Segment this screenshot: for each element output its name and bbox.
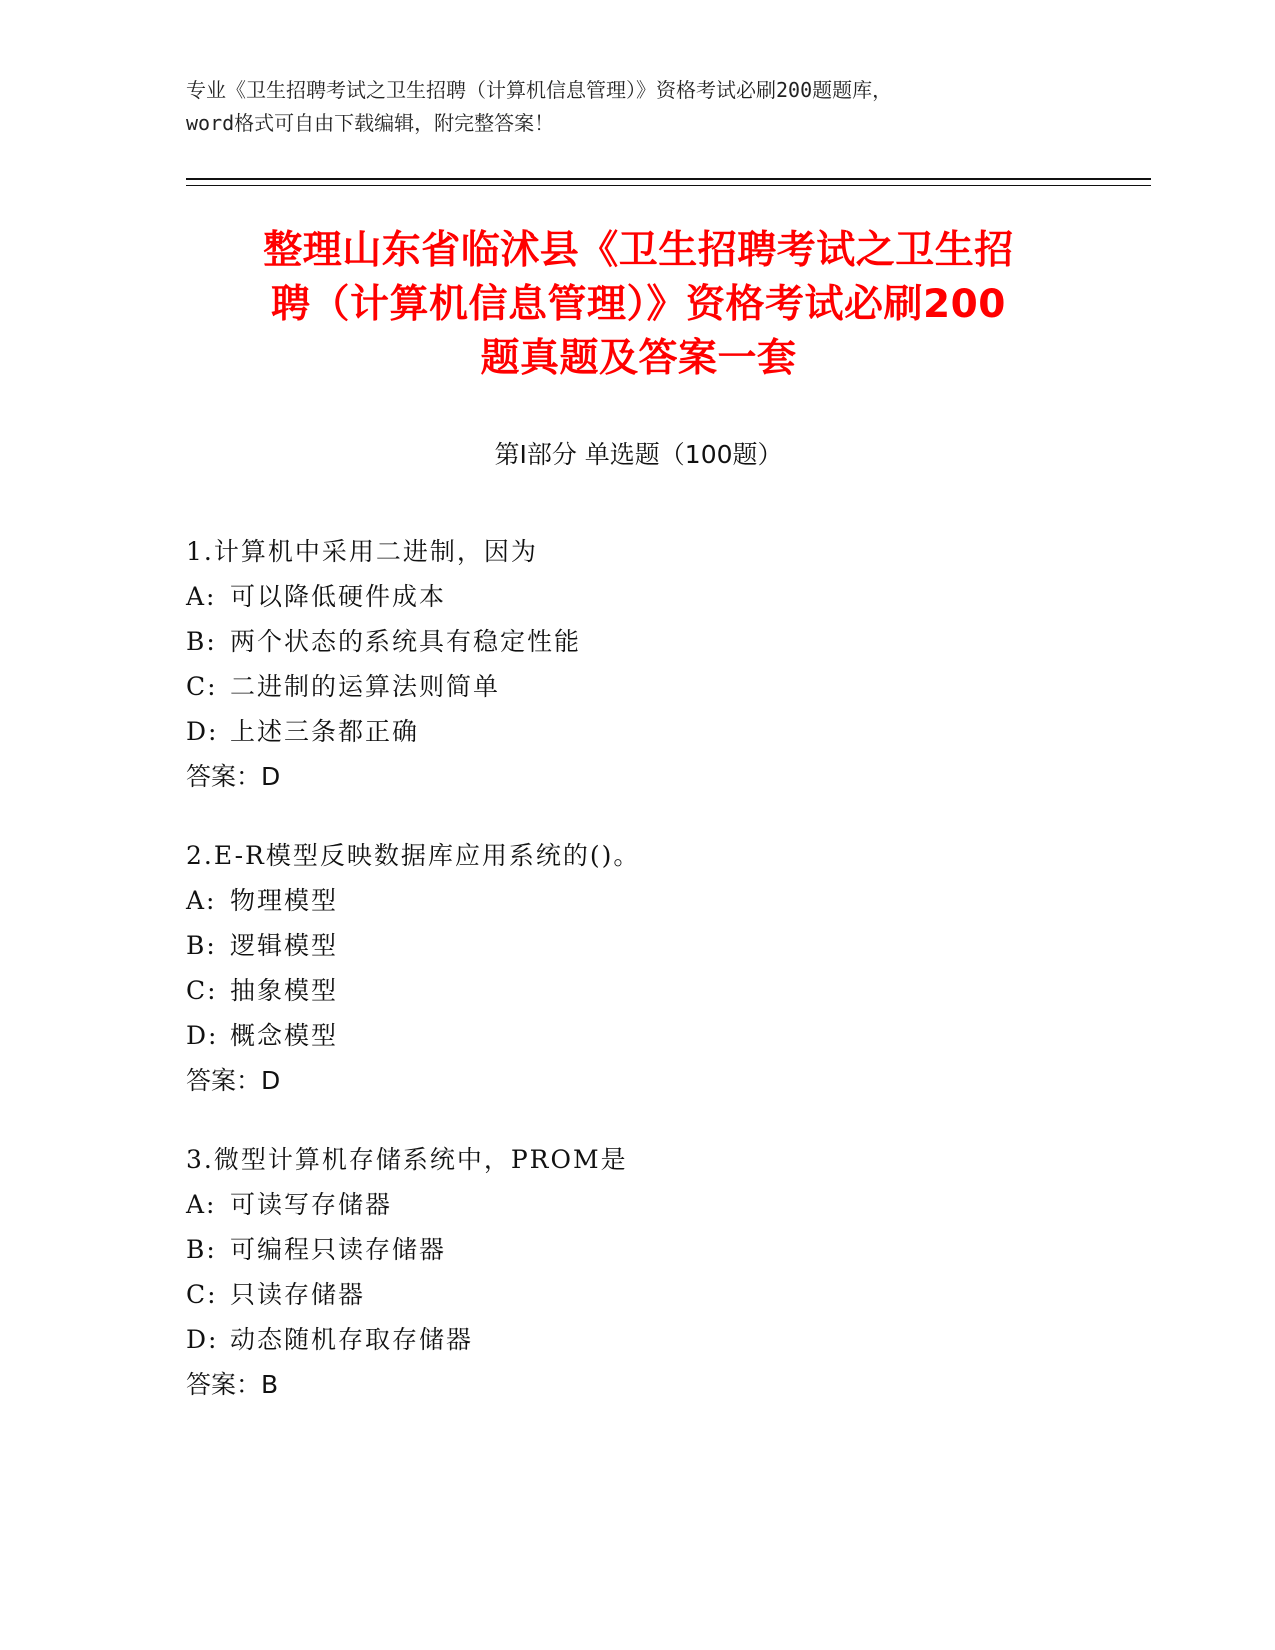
- option-letter: C:: [186, 976, 218, 1005]
- question-2: [186, 833, 1091, 1103]
- option-text: 上述三条都正确: [230, 717, 420, 746]
- option-a: [186, 878, 1091, 923]
- option-a: [186, 574, 1091, 619]
- header-divider-thin: [186, 185, 1151, 186]
- header-note-line-2: word格式可自由下载编辑，附完整答案！: [186, 111, 555, 135]
- option-letter: A:: [186, 582, 217, 611]
- option-letter: C:: [186, 1280, 218, 1309]
- option-letter: D:: [186, 1325, 219, 1354]
- option-text: 概念模型: [230, 1021, 339, 1050]
- question-list: [186, 529, 1091, 1441]
- document-title-line-3: 题真题及答案一套: [480, 336, 797, 381]
- option-c: [186, 664, 1091, 709]
- question-stem: 1.计算机中采用二进制，因为: [186, 537, 538, 566]
- option-text: 两个状态的系统具有稳定性能: [230, 627, 582, 656]
- header-note-line-1: 专业《卫生招聘考试之卫生招聘（计算机信息管理）》资格考试必刷200题题库，: [186, 78, 893, 102]
- option-a: [186, 1182, 1091, 1227]
- option-text: 可以降低硬件成本: [230, 582, 447, 611]
- document-title-line-2: 聘（计算机信息管理）》资格考试必刷200: [271, 282, 1006, 327]
- question-stem: 3.微型计算机存储系统中，PROM是: [186, 1145, 628, 1174]
- option-d: [186, 1013, 1091, 1058]
- option-b: [186, 1227, 1091, 1272]
- option-text: 物理模型: [230, 886, 339, 915]
- option-letter: D:: [186, 1021, 219, 1050]
- option-text: 可读写存储器: [230, 1190, 393, 1219]
- document-title-line-1: 整理山东省临沭县《卫生招聘考试之卫生招: [263, 228, 1014, 273]
- header-note: [186, 74, 1086, 140]
- option-d: [186, 1317, 1091, 1362]
- option-text: 二进制的运算法则简单: [230, 672, 501, 701]
- option-letter: B:: [186, 627, 217, 656]
- option-text: 只读存储器: [230, 1280, 366, 1309]
- answer-line: 答案：B: [186, 1370, 279, 1399]
- option-b: [186, 923, 1091, 968]
- option-text: 可编程只读存储器: [230, 1235, 447, 1264]
- question-1: [186, 529, 1091, 799]
- option-c: [186, 968, 1091, 1013]
- option-letter: A:: [186, 886, 217, 915]
- question-stem: 2.E-R模型反映数据库应用系统的()。: [186, 841, 641, 870]
- option-letter: B:: [186, 1235, 217, 1264]
- section-title: 第Ⅰ部分 单选题（100题）: [494, 440, 783, 469]
- option-text: 动态随机存取存储器: [230, 1325, 474, 1354]
- option-letter: C:: [186, 672, 218, 701]
- option-letter: B:: [186, 931, 217, 960]
- option-letter: D:: [186, 717, 219, 746]
- answer-line: 答案：D: [186, 1066, 281, 1095]
- option-text: 抽象模型: [230, 976, 339, 1005]
- option-text: 逻辑模型: [230, 931, 339, 960]
- option-b: [186, 619, 1091, 664]
- question-3: [186, 1137, 1091, 1407]
- answer-line: 答案：D: [186, 762, 281, 791]
- header-divider-thick: [186, 178, 1151, 180]
- document-title: [186, 224, 1091, 386]
- option-letter: A:: [186, 1190, 217, 1219]
- option-d: [186, 709, 1091, 754]
- option-c: [186, 1272, 1091, 1317]
